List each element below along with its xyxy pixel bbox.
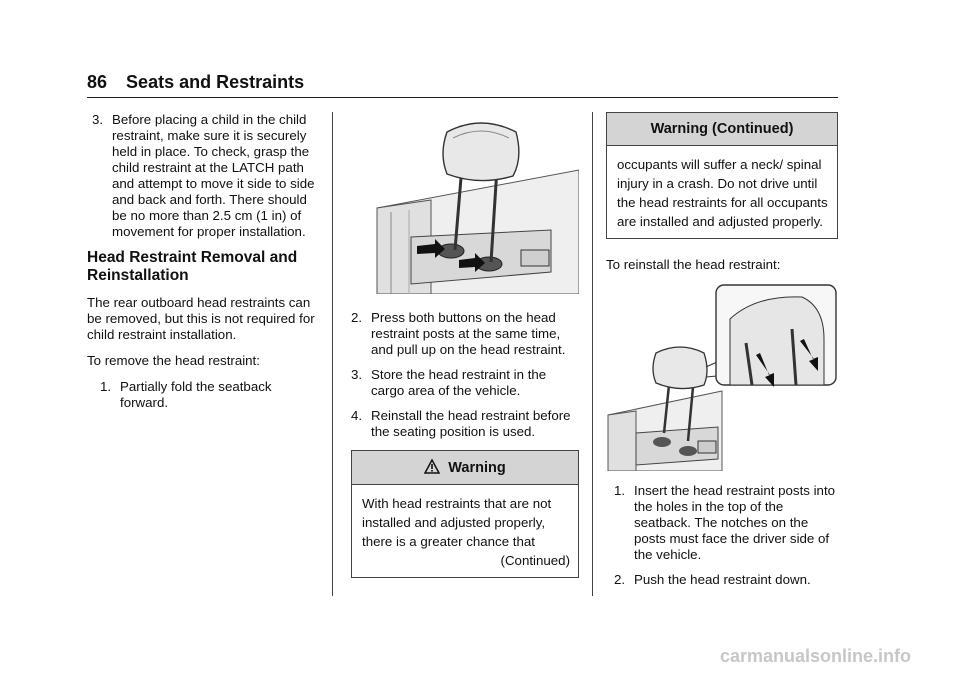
column-divider-2 [592,112,593,596]
list-item [351,367,579,399]
step-text: Before placing a child in the child restraint, make sure it is securely held in place. To check, grasp the child restraint at the LATCH path and attempt to move it side to side and back and forth. There should be no more than 2.5 cm (1 in) of movement for proper installation. [112,112,315,239]
list-item [351,408,579,440]
section-heading: Head Restraint Removal and Reinstallation [87,249,298,284]
warning-body [352,485,578,577]
list-item [351,310,579,358]
watermark: carmanualsonline.info [720,646,912,666]
warning-box [351,450,579,578]
step-text: Partially fold the seatback forward. [120,379,272,410]
head-restraint-reinstall-illustration [606,283,838,471]
step-number: 2. [351,310,363,325]
step-number: 3. [351,367,363,382]
step-number: 4. [351,408,363,423]
list-item [606,572,838,588]
warning-header: Warning (Continued) [607,113,837,146]
column-3 [606,112,838,597]
paragraph: The rear outboard head restraints can be removed, but this is not required for child restraint installation. [87,295,315,342]
step-number: 2. [614,572,626,587]
list-item [87,379,322,411]
section-title: Seats and Restraints [126,72,305,92]
step-text: Push the head restraint down. [634,572,811,587]
warning-box-continued [606,112,838,239]
step-text: Store the head restraint in the cargo area of the vehicle. [371,367,547,398]
head-restraint-removal-illustration [351,112,579,294]
step-text: Reinstall the head restraint before the seating position is used. [371,408,571,439]
warning-body: occupants will suffer a neck/ spinal injury in a crash. Do not drive until the head restraints for all occupants are installed and adjusted properly. [617,157,828,229]
list-item [606,483,838,563]
column-divider-1 [332,112,333,596]
list-item [87,112,322,240]
column-1 [87,112,322,420]
step-number: 1. [100,379,112,394]
step-text: Insert the head restraint posts into the holes in the top of the seatback. The notches on the posts must face the driver side of the vehicle. [634,483,836,562]
paragraph: To reinstall the head restraint: [606,257,781,272]
column-2 [351,112,579,578]
step-text: Press both buttons on the head restraint posts at the same time, and pull up on the head restraint. [371,310,566,357]
page-number: 86 [87,72,108,92]
warning-header [352,451,578,485]
warning-text: With head restraints that are not installed and adjusted properly, there is a greater chance that [362,496,552,549]
header-rule [87,97,838,98]
warning-continued: (Continued) [500,553,570,568]
page-header [87,72,304,93]
warning-title: Warning [448,460,506,476]
warning-triangle-icon [424,459,440,474]
step-number: 3. [92,112,104,127]
step-number: 1. [614,483,626,498]
paragraph: To remove the head restraint: [87,353,260,368]
